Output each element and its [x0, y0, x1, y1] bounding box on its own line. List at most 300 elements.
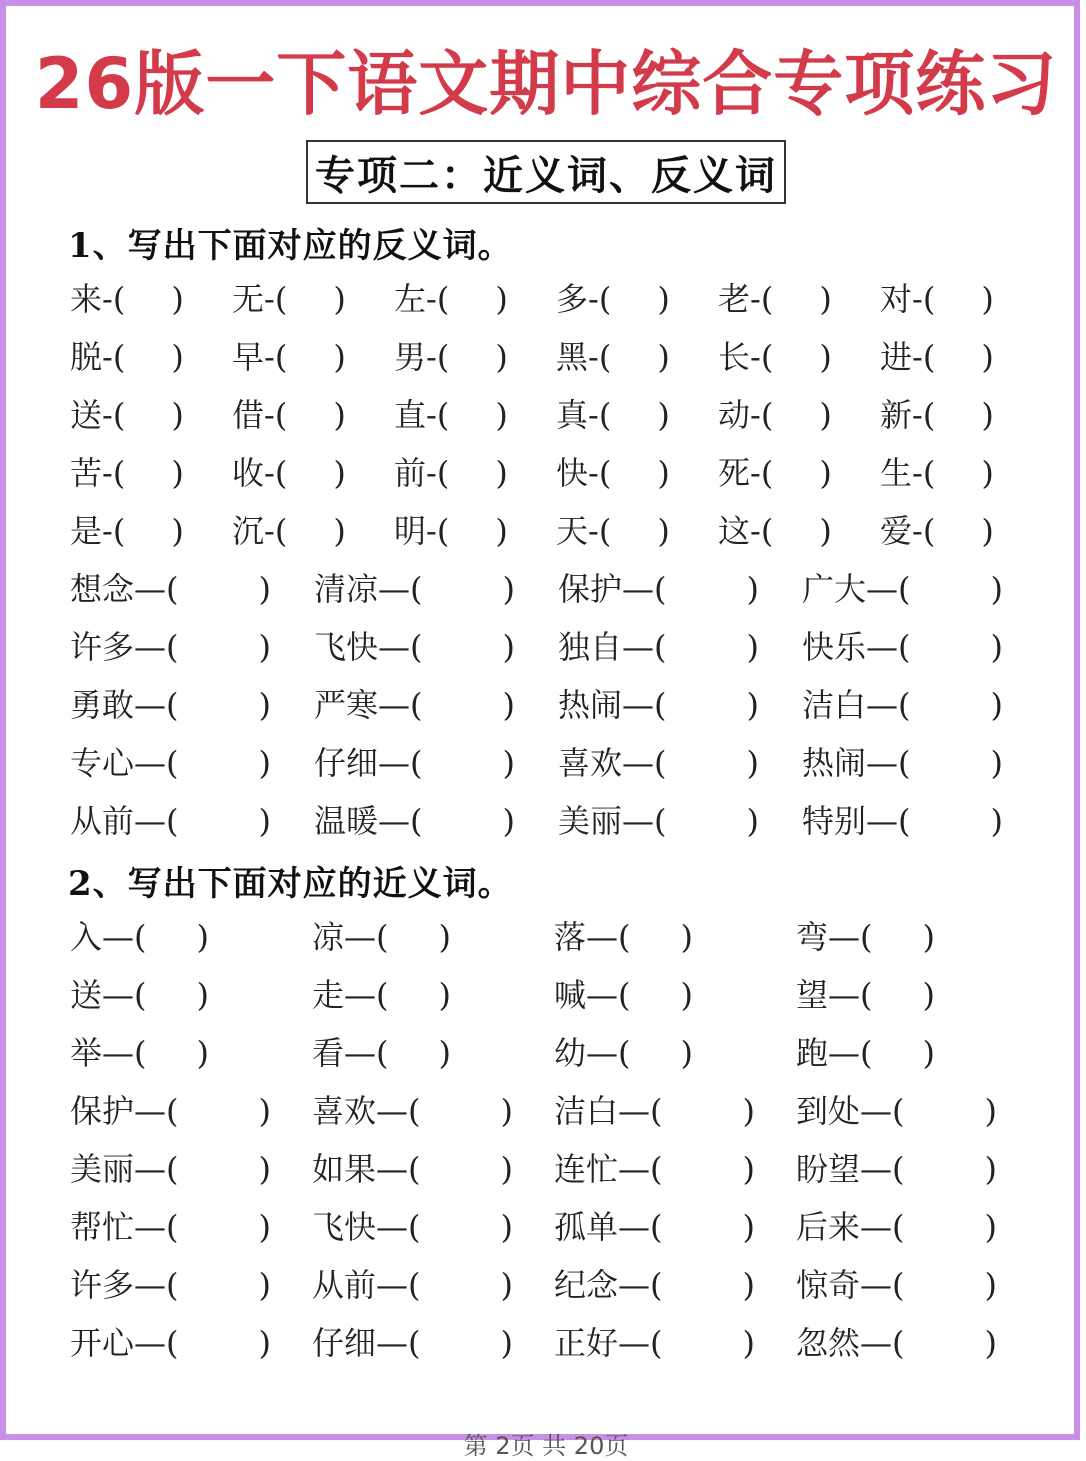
exercise-item — [802, 564, 1003, 614]
answer-blank[interactable]: ( ) — [376, 1034, 451, 1072]
exercise-item — [554, 1202, 755, 1252]
answer-blank[interactable]: ( ) — [376, 918, 451, 956]
exercise-item — [70, 1318, 271, 1368]
answer-blank[interactable]: ( ) — [650, 1324, 755, 1362]
answer-blank[interactable]: ( ) — [598, 454, 670, 492]
exercise-word: 惊奇 — [796, 1266, 861, 1304]
answer-blank[interactable]: ( ) — [274, 396, 346, 434]
exercise-item — [558, 622, 759, 672]
dash-separator: — — [378, 628, 411, 666]
exercise-item — [554, 912, 693, 962]
exercise-item — [802, 738, 1003, 788]
answer-blank[interactable]: ( ) — [166, 1092, 271, 1130]
answer-blank[interactable]: ( ) — [134, 976, 209, 1014]
dash-separator: - — [264, 280, 275, 318]
exercise-item — [70, 506, 184, 556]
answer-blank[interactable]: ( ) — [166, 1208, 271, 1246]
exercise-word: 正好 — [554, 1324, 619, 1362]
dash-separator: - — [588, 338, 599, 376]
dash-separator: — — [378, 744, 411, 782]
answer-blank[interactable]: ( ) — [598, 338, 670, 376]
exercise-item — [70, 738, 271, 788]
exercise-item — [314, 796, 515, 846]
exercise-word: 左 — [394, 280, 427, 318]
exercise-word: 落 — [554, 918, 587, 956]
answer-blank[interactable]: ( ) — [410, 570, 515, 608]
dash-separator: — — [622, 628, 655, 666]
exercise-item — [312, 1202, 513, 1252]
exercise-word: 许多 — [70, 628, 135, 666]
synonym-row — [70, 1144, 1030, 1194]
answer-blank[interactable]: ( ) — [650, 1266, 755, 1304]
exercise-item — [314, 622, 515, 672]
exercise-word: 弯 — [796, 918, 829, 956]
exercise-word: 长 — [718, 338, 751, 376]
exercise-word: 保护 — [70, 1092, 135, 1130]
dash-separator: - — [588, 454, 599, 492]
exercise-item — [554, 1260, 755, 1310]
exercise-item — [556, 506, 670, 556]
exercise-word: 勇敢 — [70, 686, 135, 724]
synonym-row — [70, 1318, 1030, 1368]
dash-separator: — — [102, 918, 135, 956]
dash-separator: — — [134, 1208, 167, 1246]
exercise-word: 收 — [232, 454, 265, 492]
exercise-word: 广大 — [802, 570, 867, 608]
exercise-item — [880, 448, 994, 498]
exercise-word: 美丽 — [70, 1150, 135, 1188]
answer-blank[interactable]: ( ) — [922, 454, 994, 492]
answer-blank[interactable]: ( ) — [654, 802, 759, 840]
dash-separator: — — [860, 1266, 893, 1304]
answer-blank[interactable]: ( ) — [274, 280, 346, 318]
answer-blank[interactable]: ( ) — [598, 512, 670, 550]
dash-separator: — — [622, 802, 655, 840]
dash-separator: - — [102, 396, 113, 434]
page-footer: 第 2页 共 20页 — [463, 1432, 629, 1460]
exercise-item — [70, 970, 209, 1020]
exercise-word: 苦 — [70, 454, 103, 492]
answer-blank[interactable]: ( ) — [436, 512, 508, 550]
answer-blank[interactable]: ( ) — [618, 1034, 693, 1072]
part1-heading: 1、写出下面对应的反义词。 — [68, 226, 513, 266]
answer-blank[interactable]: ( ) — [892, 1266, 997, 1304]
antonym-row — [70, 622, 1030, 672]
exercise-word: 男 — [394, 338, 427, 376]
dash-separator: — — [828, 918, 861, 956]
exercise-word: 严寒 — [314, 686, 379, 724]
dash-separator: — — [866, 686, 899, 724]
answer-blank[interactable]: ( ) — [274, 338, 346, 376]
answer-blank[interactable]: ( ) — [166, 1266, 271, 1304]
dash-separator: - — [264, 338, 275, 376]
answer-blank[interactable]: ( ) — [892, 1092, 997, 1130]
exercise-word: 直 — [394, 396, 427, 434]
answer-blank[interactable]: ( ) — [922, 396, 994, 434]
synonym-row — [70, 912, 1030, 962]
dash-separator: — — [134, 1266, 167, 1304]
exercise-item — [312, 1260, 513, 1310]
answer-blank[interactable]: ( ) — [760, 396, 832, 434]
exercise-word: 快乐 — [802, 628, 867, 666]
exercise-word: 保护 — [558, 570, 623, 608]
answer-blank[interactable]: ( ) — [376, 976, 451, 1014]
exercise-word: 想念 — [70, 570, 135, 608]
answer-blank[interactable]: ( ) — [112, 338, 184, 376]
answer-blank[interactable]: ( ) — [860, 918, 935, 956]
answer-blank[interactable]: ( ) — [598, 280, 670, 318]
exercise-word: 明 — [394, 512, 427, 550]
exercise-word: 举 — [70, 1034, 103, 1072]
exercise-item — [312, 1144, 513, 1194]
dash-separator: — — [622, 686, 655, 724]
answer-blank[interactable]: ( ) — [166, 1150, 271, 1188]
exercise-item — [70, 1086, 271, 1136]
exercise-item — [718, 332, 832, 382]
exercise-word: 从前 — [312, 1266, 377, 1304]
exercise-word: 是 — [70, 512, 103, 550]
exercise-item — [554, 1028, 693, 1078]
dash-separator: — — [344, 918, 377, 956]
dash-separator: - — [102, 454, 113, 492]
answer-blank[interactable]: ( ) — [166, 744, 271, 782]
exercise-word: 来 — [70, 280, 103, 318]
answer-blank[interactable]: ( ) — [760, 454, 832, 492]
dash-separator: - — [912, 454, 923, 492]
answer-blank[interactable]: ( ) — [618, 918, 693, 956]
exercise-item — [70, 796, 271, 846]
dash-separator: — — [134, 1150, 167, 1188]
dash-separator: — — [378, 686, 411, 724]
exercise-word: 对 — [880, 280, 913, 318]
exercise-word: 凉 — [312, 918, 345, 956]
exercise-item — [394, 332, 508, 382]
exercise-word: 进 — [880, 338, 913, 376]
exercise-word: 洁白 — [554, 1092, 619, 1130]
dash-separator: - — [102, 280, 113, 318]
answer-blank[interactable]: ( ) — [436, 280, 508, 318]
answer-blank[interactable]: ( ) — [410, 802, 515, 840]
dash-separator: - — [588, 280, 599, 318]
exercise-word: 热闹 — [802, 744, 867, 782]
antonym-row — [70, 680, 1030, 730]
exercise-item — [554, 1144, 755, 1194]
exercise-item — [70, 680, 271, 730]
dash-separator: — — [586, 1034, 619, 1072]
exercise-word: 这 — [718, 512, 751, 550]
answer-blank[interactable]: ( ) — [618, 976, 693, 1014]
exercise-word: 如果 — [312, 1150, 377, 1188]
exercise-word: 爱 — [880, 512, 913, 550]
dash-separator: — — [102, 976, 135, 1014]
dash-separator: - — [426, 338, 437, 376]
answer-blank[interactable]: ( ) — [654, 628, 759, 666]
exercise-item — [70, 912, 209, 962]
exercise-word: 看 — [312, 1034, 345, 1072]
exercise-item — [70, 1144, 271, 1194]
exercise-word: 脱 — [70, 338, 103, 376]
answer-blank[interactable]: ( ) — [274, 454, 346, 492]
exercise-item — [312, 970, 451, 1020]
exercise-item — [232, 390, 346, 440]
exercise-item — [556, 448, 670, 498]
answer-blank[interactable]: ( ) — [274, 512, 346, 550]
dash-separator: - — [912, 338, 923, 376]
answer-blank[interactable]: ( ) — [922, 338, 994, 376]
dash-separator: — — [622, 744, 655, 782]
answer-blank[interactable]: ( ) — [408, 1266, 513, 1304]
answer-blank[interactable]: ( ) — [408, 1324, 513, 1362]
answer-blank[interactable]: ( ) — [650, 1208, 755, 1246]
dash-separator: — — [134, 802, 167, 840]
answer-blank[interactable]: ( ) — [892, 1324, 997, 1362]
antonym-row — [70, 274, 1030, 324]
dash-separator: - — [912, 396, 923, 434]
synonym-row — [70, 1028, 1030, 1078]
dash-separator: - — [264, 512, 275, 550]
dash-separator: - — [588, 512, 599, 550]
dash-separator: — — [866, 628, 899, 666]
answer-blank[interactable]: ( ) — [436, 454, 508, 492]
exercise-item — [558, 680, 759, 730]
dash-separator: — — [866, 570, 899, 608]
exercise-word: 生 — [880, 454, 913, 492]
answer-blank[interactable]: ( ) — [166, 628, 271, 666]
dash-separator: — — [344, 976, 377, 1014]
exercise-word: 美丽 — [558, 802, 623, 840]
dash-separator: — — [376, 1150, 409, 1188]
exercise-item — [796, 970, 935, 1020]
answer-blank[interactable]: ( ) — [892, 1208, 997, 1246]
exercise-item — [70, 390, 184, 440]
answer-blank[interactable]: ( ) — [112, 396, 184, 434]
answer-blank[interactable]: ( ) — [408, 1150, 513, 1188]
exercise-item — [796, 1318, 997, 1368]
exercise-word: 无 — [232, 280, 265, 318]
exercise-word: 清凉 — [314, 570, 379, 608]
exercise-word: 特别 — [802, 802, 867, 840]
exercise-word: 沉 — [232, 512, 265, 550]
answer-blank[interactable]: ( ) — [760, 338, 832, 376]
exercise-word: 跑 — [796, 1034, 829, 1072]
answer-blank[interactable]: ( ) — [410, 686, 515, 724]
answer-blank[interactable]: ( ) — [898, 686, 1003, 724]
exercise-item — [718, 274, 832, 324]
exercise-item — [718, 448, 832, 498]
answer-blank[interactable]: ( ) — [898, 744, 1003, 782]
exercise-item — [718, 506, 832, 556]
dash-separator: — — [378, 802, 411, 840]
dash-separator: - — [264, 396, 275, 434]
exercise-word: 喜欢 — [558, 744, 623, 782]
answer-blank[interactable]: ( ) — [436, 396, 508, 434]
exercise-item — [796, 1028, 935, 1078]
antonym-row — [70, 448, 1030, 498]
exercise-item — [314, 680, 515, 730]
exercise-word: 独自 — [558, 628, 623, 666]
exercise-word: 快 — [556, 454, 589, 492]
dash-separator: — — [102, 1034, 135, 1072]
answer-blank[interactable]: ( ) — [892, 1150, 997, 1188]
exercise-item — [232, 448, 346, 498]
exercise-item — [556, 332, 670, 382]
answer-blank[interactable]: ( ) — [654, 686, 759, 724]
dash-separator: - — [588, 396, 599, 434]
exercise-item — [312, 1086, 513, 1136]
exercise-item — [554, 1318, 755, 1368]
exercise-word: 仔细 — [312, 1324, 377, 1362]
answer-blank[interactable]: ( ) — [922, 280, 994, 318]
exercise-item — [312, 1028, 451, 1078]
exercise-word: 送 — [70, 396, 103, 434]
answer-blank[interactable]: ( ) — [922, 512, 994, 550]
exercise-item — [718, 390, 832, 440]
exercise-word: 借 — [232, 396, 265, 434]
exercise-item — [394, 390, 508, 440]
answer-blank[interactable]: ( ) — [166, 570, 271, 608]
dash-separator: — — [586, 976, 619, 1014]
dash-separator: — — [618, 1324, 651, 1362]
exercise-word: 飞快 — [312, 1208, 377, 1246]
exercise-word: 洁白 — [802, 686, 867, 724]
answer-blank[interactable]: ( ) — [760, 512, 832, 550]
answer-blank[interactable]: ( ) — [898, 628, 1003, 666]
exercise-word: 纪念 — [554, 1266, 619, 1304]
exercise-item — [558, 796, 759, 846]
answer-blank[interactable]: ( ) — [166, 802, 271, 840]
answer-blank[interactable]: ( ) — [650, 1150, 755, 1188]
exercise-word: 真 — [556, 396, 589, 434]
exercise-word: 前 — [394, 454, 427, 492]
dash-separator: — — [376, 1324, 409, 1362]
answer-blank[interactable]: ( ) — [134, 1034, 209, 1072]
exercise-word: 死 — [718, 454, 751, 492]
dash-separator: — — [860, 1150, 893, 1188]
exercise-word: 望 — [796, 976, 829, 1014]
dash-separator: - — [426, 280, 437, 318]
exercise-item — [796, 912, 935, 962]
exercise-word: 送 — [70, 976, 103, 1014]
exercise-item — [312, 1318, 513, 1368]
answer-blank[interactable]: ( ) — [408, 1208, 513, 1246]
exercise-word: 盼望 — [796, 1150, 861, 1188]
answer-blank[interactable]: ( ) — [112, 280, 184, 318]
dash-separator: — — [866, 802, 899, 840]
answer-blank[interactable]: ( ) — [112, 512, 184, 550]
dash-separator: — — [860, 1324, 893, 1362]
exercise-item — [796, 1260, 997, 1310]
dash-separator: — — [134, 570, 167, 608]
antonym-row — [70, 738, 1030, 788]
synonym-row — [70, 970, 1030, 1020]
answer-blank[interactable]: ( ) — [166, 686, 271, 724]
answer-blank[interactable]: ( ) — [166, 1324, 271, 1362]
exercise-item — [70, 1260, 271, 1310]
dash-separator: - — [750, 280, 761, 318]
exercise-item — [558, 564, 759, 614]
exercise-item — [554, 970, 693, 1020]
exercise-word: 入 — [70, 918, 103, 956]
answer-blank[interactable]: ( ) — [112, 454, 184, 492]
dash-separator: — — [866, 744, 899, 782]
exercise-word: 幼 — [554, 1034, 587, 1072]
part2-heading: 2、写出下面对应的近义词。 — [68, 864, 513, 904]
answer-blank[interactable]: ( ) — [410, 628, 515, 666]
exercise-word: 帮忙 — [70, 1208, 135, 1246]
dash-separator: — — [134, 686, 167, 724]
answer-blank[interactable]: ( ) — [410, 744, 515, 782]
exercise-item — [554, 1086, 755, 1136]
antonym-row — [70, 506, 1030, 556]
exercise-word: 新 — [880, 396, 913, 434]
answer-blank[interactable]: ( ) — [408, 1092, 513, 1130]
dash-separator: - — [750, 396, 761, 434]
answer-blank[interactable]: ( ) — [654, 570, 759, 608]
exercise-item — [796, 1202, 997, 1252]
exercise-item — [796, 1144, 997, 1194]
answer-blank[interactable]: ( ) — [654, 744, 759, 782]
dash-separator: - — [912, 280, 923, 318]
exercise-item — [232, 274, 346, 324]
dash-separator: - — [750, 454, 761, 492]
dash-separator: — — [618, 1092, 651, 1130]
exercise-item — [312, 912, 451, 962]
answer-blank[interactable]: ( ) — [598, 396, 670, 434]
exercise-item — [314, 564, 515, 614]
dash-separator: — — [618, 1208, 651, 1246]
answer-blank[interactable]: ( ) — [860, 976, 935, 1014]
dash-separator: — — [860, 1092, 893, 1130]
exercise-item — [70, 1202, 271, 1252]
dash-separator: - — [102, 512, 113, 550]
exercise-word: 连忙 — [554, 1150, 619, 1188]
answer-blank[interactable]: ( ) — [760, 280, 832, 318]
exercise-item — [314, 738, 515, 788]
dash-separator: — — [134, 744, 167, 782]
exercise-word: 开心 — [70, 1324, 135, 1362]
answer-blank[interactable]: ( ) — [898, 570, 1003, 608]
dash-separator: — — [378, 570, 411, 608]
exercise-item — [70, 448, 184, 498]
exercise-item — [394, 506, 508, 556]
exercise-item — [70, 622, 271, 672]
dash-separator: — — [376, 1092, 409, 1130]
exercise-word: 飞快 — [314, 628, 379, 666]
exercise-item — [70, 332, 184, 382]
exercise-item — [802, 796, 1003, 846]
answer-blank[interactable]: ( ) — [436, 338, 508, 376]
exercise-word: 后来 — [796, 1208, 861, 1246]
dash-separator: — — [618, 1150, 651, 1188]
antonym-row — [70, 796, 1030, 846]
exercise-item — [70, 1028, 209, 1078]
exercise-item — [232, 332, 346, 382]
dash-separator: — — [134, 1324, 167, 1362]
answer-blank[interactable]: ( ) — [898, 802, 1003, 840]
answer-blank[interactable]: ( ) — [134, 918, 209, 956]
answer-blank[interactable]: ( ) — [650, 1092, 755, 1130]
exercise-item — [796, 1086, 997, 1136]
answer-blank[interactable]: ( ) — [860, 1034, 935, 1072]
dash-separator: — — [134, 1092, 167, 1130]
synonym-row — [70, 1260, 1030, 1310]
dash-separator: — — [622, 570, 655, 608]
dash-separator: — — [134, 628, 167, 666]
antonym-row — [70, 564, 1030, 614]
exercise-word: 忽然 — [796, 1324, 861, 1362]
exercise-item — [556, 390, 670, 440]
exercise-item — [880, 274, 994, 324]
